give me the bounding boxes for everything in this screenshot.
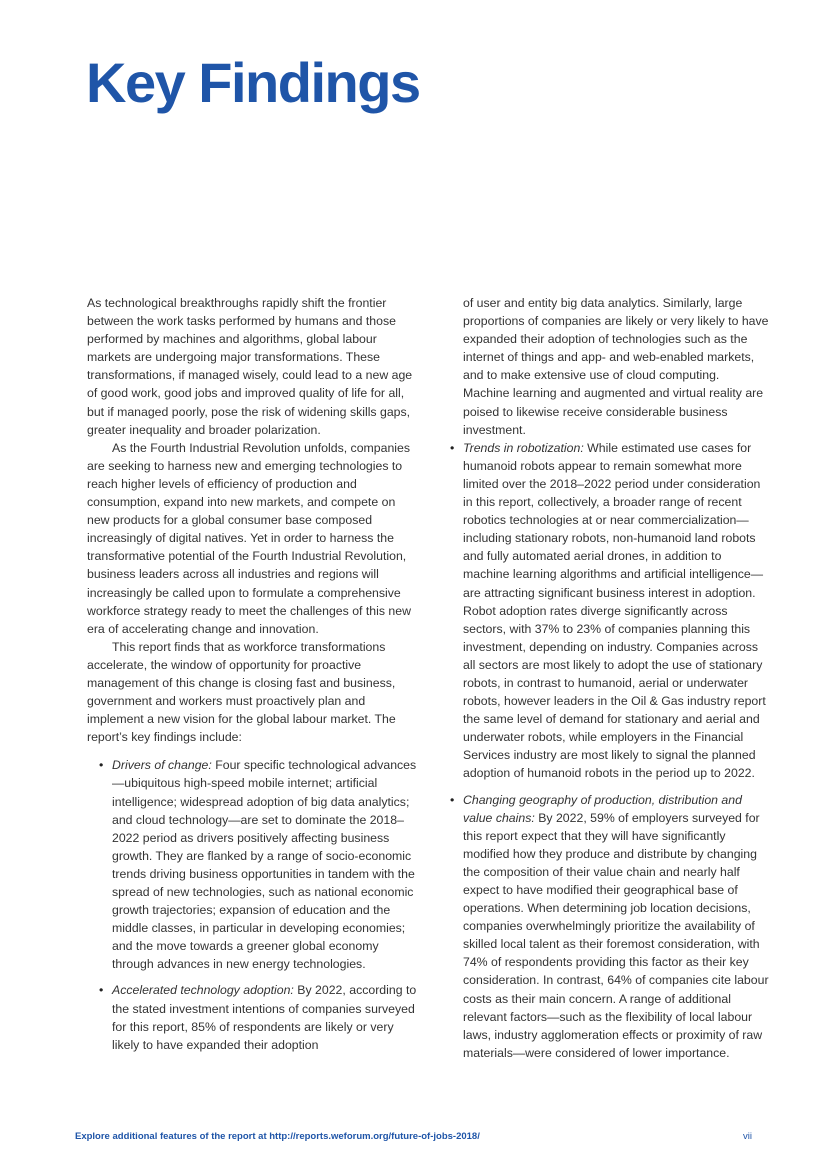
- finding-text: Four specific technological advances—ubiquitous high-speed mobile internet; artificial intelligence; widespread adoption of big data analytics; and cloud technology—are set to dominate the 2018–2022 period as drivers positively affecting business growth. They are flanked by a range of socio-economic trends driving business opportunities in tandem with the spread of new technologies, such as national economic growth trajectories; expansion of education and the middle classes, in particular in developing economies; and the move towards a greener global economy through advances in new energy technologies.: [112, 758, 417, 972]
- bullet-icon: •: [450, 792, 455, 807]
- intro-paragraph-1: As technological breakthroughs rapidly shift the frontier between the work tasks performed by humans and those performed by machines and algorithms, global labour markets are undergoing major transformations. These transformations, if managed wisely, could lead to a new age of good work, good jobs and improved quality of life for all, but if managed poorly, pose the risk of widening skills gaps, greater inequality and broader polarization.: [87, 296, 413, 437]
- finding-changing-geography: [447, 791, 769, 1062]
- finding-trends-in-robotization: [447, 439, 769, 783]
- finding-text: While estimated use cases for humanoid robots appear to remain somewhat more limited over the 2018–2022 period under consideration in this report, collectively, a broader range of recent robotics technologies at or near commercialization—including stationary robots, non-humanoid land robots and fully automated aerial drones, in addition to machine learning algorithms and artificial intelligence—are attracting significant business interest in adoption. Robot adoption rates diverge significantly across sectors, with 37% to 23% of companies planning this investment, depending on industry. Companies across all sectors are most likely to adopt the use of stationary robots, in contrast to humanoid, aerial or underwater robots, however leaders in the Oil & Gas industry report the same level of demand for stationary and aerial and underwater robots, while employers in the Financial Services industry are most likely to signal the planned adoption of humanoid robots in the period up to 2022.: [463, 440, 766, 781]
- left-column: [87, 294, 417, 1062]
- page-title: Key Findings: [86, 51, 420, 114]
- findings-list-right: [447, 439, 769, 1062]
- finding-drivers-of-change: [87, 756, 417, 973]
- page-number: vii: [743, 1131, 752, 1142]
- finding-text: By 2022, according to the stated investment intentions of companies surveyed for this report, 85% of respondents are likely or very likely to have expanded their adoption: [112, 983, 417, 1052]
- bullet-icon: •: [99, 758, 104, 773]
- finding-lead: Accelerated technology adoption:: [112, 983, 294, 998]
- finding-accelerated-technology-adoption: [87, 981, 417, 1053]
- finding-lead: Drivers of change:: [112, 758, 212, 773]
- right-column: [447, 294, 769, 1070]
- intro-paragraph-2: As the Fourth Industrial Revolution unfolds, companies are seeking to harness new and emerging technologies to reach higher levels of efficiency of production and consumption, expand into new markets, and compete on new products for a global consumer base composed increasingly of digital natives. Yet in order to harness the transformative potential of the Fourth Industrial Revolution, business leaders across all industries and regions will increasingly be called upon to formulate a comprehensive workforce strategy ready to meet the challenges of this new era of accelerating change and innovation.: [87, 440, 411, 636]
- findings-list-left: [87, 756, 417, 1054]
- finding-continuation: of user and entity big data analytics. Similarly, large proportions of companies are likely or very likely to have expanded their adoption of technologies such as the internet of things and app- and web-enabled markets, and to make extensive use of cloud computing. Machine learning and augmented and virtual reality are poised to likewise receive considerable business investment.: [463, 296, 769, 437]
- finding-lead: Changing geography of production, distribution and value chains:: [463, 792, 742, 825]
- intro-paragraph-3: This report finds that as workforce transformations accelerate, the window of opportunity for proactive management of this change is closing fast and business, government and workers must proactively plan and implement a new vision for the global labour market. The report’s key findings include:: [87, 639, 396, 745]
- footer-link-text[interactable]: Explore additional features of the report at http://reports.weforum.org/future-of-jobs-2018/: [75, 1131, 480, 1142]
- finding-text: By 2022, 59% of employers surveyed for this report expect that they will have significantly modified how they produce and distribute by changing the composition of their value chain and nearly half expect to have modified their geographical base of operations. When determining job location decisions, companies overwhelmingly prioritize the availability of skilled local talent as their foremost consideration, with 74% of respondents providing this factor as their key consideration. In contrast, 64% of companies cite labour costs as their main concern. A range of additional relevant factors—such as the flexibility of local labour laws, industry agglomeration effects or proximity of raw materials—were considered of lower importance.: [463, 810, 769, 1060]
- finding-lead: Trends in robotization:: [463, 440, 584, 455]
- page-footer: [75, 1131, 752, 1142]
- bullet-icon: •: [450, 440, 455, 455]
- bullet-icon: •: [99, 983, 104, 998]
